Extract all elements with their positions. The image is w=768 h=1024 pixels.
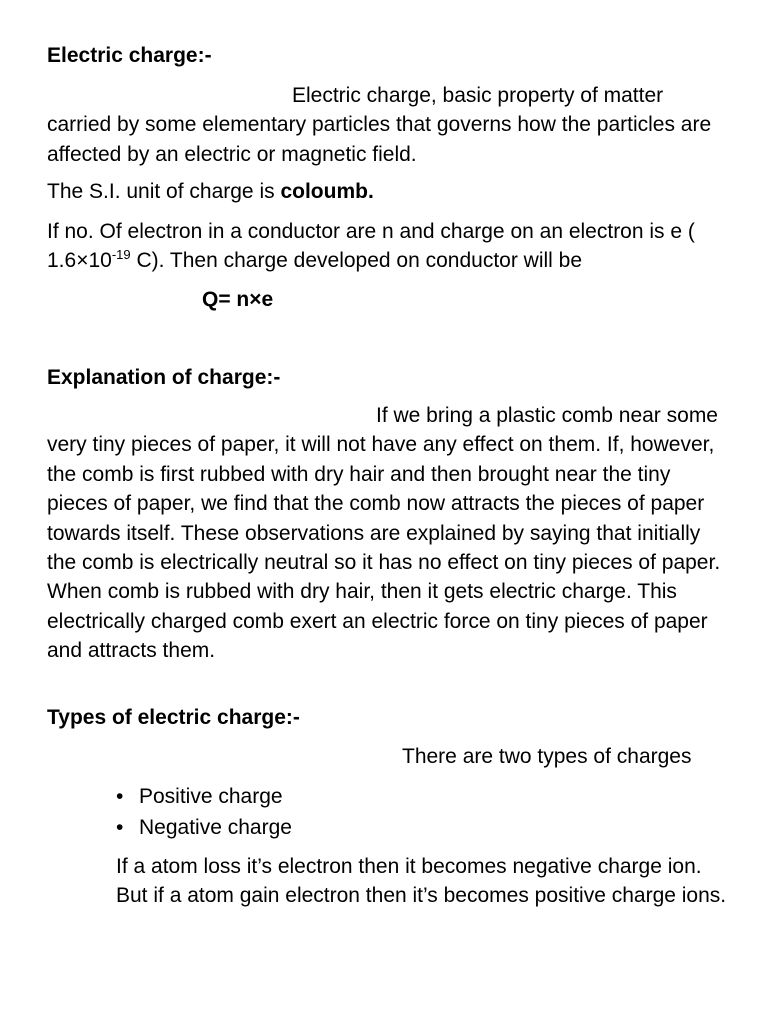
paragraph-si-unit	[47, 177, 727, 206]
relation-exponent: -19	[111, 247, 131, 263]
charge-equation: Q= n×e	[202, 288, 274, 311]
heading-electric-charge: Electric charge:-	[47, 44, 212, 67]
heading-types: Types of electric charge:-	[47, 706, 300, 729]
relation-text-b: C). Then charge developed on conductor will be	[130, 249, 583, 273]
si-unit-value: coloumb.	[280, 180, 374, 203]
paragraph-explanation: If we bring a plastic comb near some very tiny pieces of paper, it will not have any effect on them. If, however, the comb is first rubbed with dry hair and then brought near the tiny pieces of paper, we find that the comb now attracts the pieces of paper towards itself. These observations are explained by saying that initially the comb is electrically neutral so it has no effect on tiny pieces of paper. When comb is rubbed with dry hair, then it gets electric charge. This electrically charged comb exert an electric force on tiny pieces of paper and attracts them.	[47, 404, 721, 663]
list-item-positive-charge: • Positive charge	[116, 782, 736, 813]
paragraph-electric-charge-definition: Electric charge, basic property of matter carried by some elementary particles that governs how the particles are affected by an electric or magnetic field.	[47, 84, 712, 166]
charge-types-list	[116, 782, 736, 844]
list-item-negative-charge: • Negative charge	[116, 813, 736, 844]
relation-text-a: If no. Of electron in a conductor are n and charge on an electron is e ( 1.6×10	[47, 220, 695, 273]
heading-explanation: Explanation of charge:-	[47, 366, 281, 389]
paragraph-types-intro: There are two types of charges	[402, 745, 692, 768]
paragraph-charge-relation	[47, 217, 713, 276]
paragraph-ion-note: If a atom loss it’s electron then it becomes negative charge ion. But if a atom gain electron then it’s becomes positive charge ions.	[116, 855, 727, 908]
si-unit-text: The S.I. unit of charge is	[47, 180, 281, 203]
